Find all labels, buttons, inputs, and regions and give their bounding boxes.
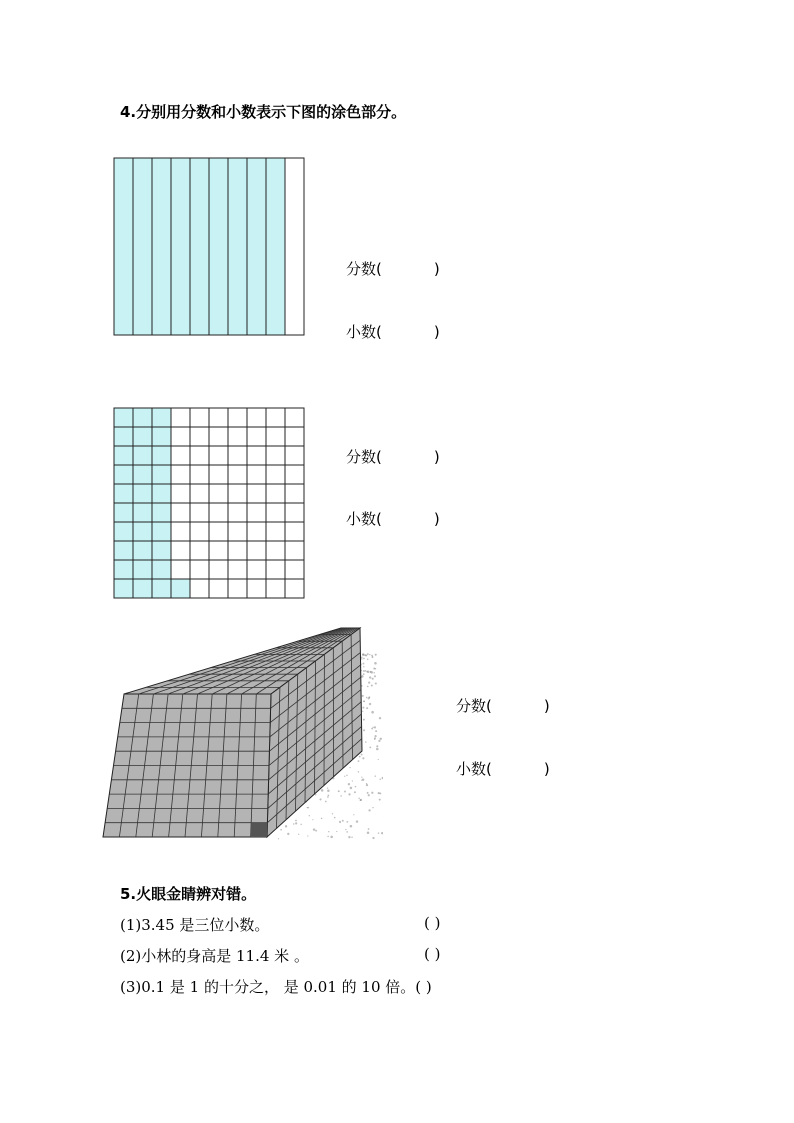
q5-item-1-text: (1)3.45 是三位小数。 [120,916,270,934]
shadow-speck [360,799,362,801]
shaded-cell [171,579,190,598]
shaded-cell [114,579,133,598]
shadow-speck [351,837,352,838]
shadow-speck [375,668,377,670]
shaded-cell [152,446,171,465]
shadow-speck [374,735,376,737]
shadow-speck [354,791,356,793]
shadow-speck [361,657,363,659]
close-paren: ) [543,697,550,715]
shadow-speck [327,796,329,798]
shaded-strip [114,158,133,335]
shadow-speck [362,757,364,759]
shadow-speck [378,759,379,760]
shaded-cell [114,465,133,484]
fig3-fraction-blank[interactable] [456,695,550,716]
shadow-speck [379,717,381,719]
shadow-speck [327,787,328,788]
shadow-speck [367,792,369,794]
close-paren: ) [433,448,440,466]
shadow-speck [375,682,377,684]
shadow-speck [366,784,368,786]
shadow-speck [339,822,341,824]
shadow-speck [340,795,342,797]
shadow-speck [346,775,347,776]
shadow-speck [344,791,346,793]
shaded-cell [152,579,171,598]
q5-item-3-text: (3)0.1 是 1 的十分之， 是 0.01 的 10 倍。( ) [120,978,432,996]
shadow-speck [382,777,383,779]
shaded-cell [114,408,133,427]
shadow-speck [321,818,323,820]
shadow-speck [378,792,380,794]
shaded-strip [228,158,247,335]
figure-hundredths-grid [112,406,306,600]
shadow-speck [375,654,377,656]
shadow-speck [355,786,357,788]
shadow-speck [363,658,365,660]
shadow-speck [307,807,309,809]
shaded-cell [114,503,133,522]
shadow-speck [363,663,365,665]
shaded-cell [152,427,171,446]
shadow-speck [369,654,370,655]
shadow-speck [369,676,371,678]
shadow-speck [344,776,345,777]
shadow-speck [361,754,363,756]
shadow-speck [348,783,350,785]
shadow-speck [372,727,373,728]
shadow-speck [345,829,346,830]
shadow-speck [328,831,329,832]
shadow-speck [350,787,353,790]
shadow-speck [293,823,294,824]
shaded-strip [133,158,152,335]
shadow-speck [362,707,364,709]
shadow-speck [278,838,279,839]
shadow-speck [295,822,297,824]
shadow-speck [363,666,364,667]
shadow-speck [375,730,377,732]
shadow-speck [350,825,353,828]
shadow-speck [379,778,380,779]
shadow-speck [307,835,308,836]
shadow-speck [327,836,329,838]
shadow-speck [372,656,373,657]
shadow-speck [372,807,373,808]
q5-item-1-answer[interactable]: ( ) [424,914,441,932]
shadow-speck [381,832,383,834]
shaded-cell [133,408,152,427]
shadow-speck [380,738,382,740]
shadow-speck [325,801,327,803]
shadow-speck [280,829,282,831]
shadow-speck [363,673,365,675]
shadow-speck [353,814,354,815]
shaded-strip [247,158,266,335]
shaded-cell [133,579,152,598]
question-4-title: 4.分别用分数和小数表示下图的涂色部分。 [120,103,407,121]
question-5-title: 5.火眼金睛辨对错。 [120,885,257,903]
fig2-fraction-blank[interactable] [346,446,440,467]
fig3-decimal-blank[interactable] [456,758,550,779]
shadow-speck [378,740,380,742]
decimal-label: 小数( [456,760,492,778]
shaded-cell [152,408,171,427]
shadow-speck [295,820,297,822]
shaded-cell [152,541,171,560]
shadow-speck [285,825,287,827]
shaded-cell [152,522,171,541]
shadow-speck [356,820,358,822]
shadow-speck [368,697,370,699]
shadow-speck [300,824,301,825]
shaded-cell [133,465,152,484]
shadow-speck [367,653,369,655]
fig2-decimal-blank[interactable] [346,508,440,529]
shadow-speck [334,817,336,819]
shaded-cell [152,503,171,522]
figure-thousand-cube [98,624,383,846]
q5-item-2-answer[interactable]: ( ) [424,945,441,963]
shadow-speck [374,726,376,728]
shaded-cell [133,446,152,465]
shadow-speck [346,821,348,823]
close-paren: ) [433,260,440,278]
shaded-strip [209,158,228,335]
shaded-cell [133,503,152,522]
shadow-speck [362,653,365,656]
shadow-speck [338,790,340,792]
shadow-speck [371,792,373,794]
shadow-speck [367,670,370,673]
shadow-speck [348,793,350,795]
decimal-label: 小数( [346,323,382,341]
shadow-speck [352,780,353,781]
shadow-speck [358,771,359,772]
figure-tenths-strips [112,156,306,337]
shaded-cell [133,560,152,579]
shadow-speck [371,728,373,730]
shadow-speck [362,695,364,697]
shadow-speck [371,655,373,657]
shadow-speck [364,671,365,672]
shaded-strip [190,158,209,335]
shadow-speck [372,837,374,839]
shadow-speck [374,775,376,777]
shadow-speck [368,828,370,830]
shadow-speck [328,794,330,796]
shadow-speck [358,760,360,762]
shadow-speck [287,833,289,835]
fig1-decimal-blank[interactable] [346,321,440,342]
shadow-speck [372,678,374,680]
shadow-speck [369,747,371,749]
shadow-speck [348,836,350,838]
shaded-cell [133,484,152,503]
shadow-speck [313,828,315,830]
shadow-speck [319,798,321,800]
shadow-speck [336,831,337,832]
shaded-cell [133,427,152,446]
q5-item-2-text: (2)小林的身高是 11.4 米 。 [120,947,309,965]
shadow-speck [361,777,362,778]
shadow-speck [346,831,348,833]
close-paren: ) [433,323,440,341]
shaded-cell [152,484,171,503]
shaded-cell [114,541,133,560]
shaded-cell [114,427,133,446]
shaded-cell [114,560,133,579]
decimal-label: 小数( [346,510,382,528]
fraction-label: 分数( [346,448,382,466]
shaded-cell [152,560,171,579]
shadow-speck [368,794,370,796]
shaded-cell [152,465,171,484]
shadow-speck [368,681,370,683]
shadow-speck [366,707,368,709]
shadow-speck [358,798,359,799]
fraction-label: 分数( [456,697,492,715]
shaded-cell [133,541,152,560]
shadow-speck [368,809,370,811]
shadow-speck [315,830,317,832]
shaded-cell [114,446,133,465]
shadow-speck [363,719,365,721]
shadow-speck [378,832,380,834]
shaded-cell [114,522,133,541]
shadow-speck [376,745,378,747]
shadow-speck [363,729,365,731]
shadow-speck [330,836,333,839]
shadow-speck [366,697,367,698]
shadow-speck [362,779,364,781]
shadow-speck [309,815,310,816]
shadow-speck [327,789,330,792]
shadow-speck [374,675,376,677]
shadow-speck [373,672,375,674]
shadow-speck [374,662,377,665]
shaded-small-cube [251,823,268,837]
shadow-speck [342,820,344,822]
close-paren: ) [433,510,440,528]
shadow-speck [371,711,374,714]
shadow-speck [367,659,369,661]
shadow-speck [361,658,363,660]
shadow-speck [376,748,379,751]
shadow-speck [369,703,371,705]
shaded-cell [114,484,133,503]
shaded-strip [266,158,285,335]
fraction-label: 分数( [346,260,382,278]
shadow-speck [367,686,369,688]
shadow-speck [374,739,375,740]
shadow-speck [321,789,324,792]
shaded-strip [171,158,190,335]
shadow-speck [371,684,373,686]
shadow-speck [312,819,313,820]
shadow-speck [365,654,367,656]
shadow-speck [349,767,350,768]
shadow-speck [367,831,370,834]
shadow-speck [379,799,381,801]
shaded-cell [133,522,152,541]
shadow-speck [363,701,364,702]
shadow-speck [298,834,299,835]
close-paren: ) [543,760,550,778]
shaded-strip [152,158,171,335]
fig1-fraction-blank[interactable] [346,258,440,279]
shadow-speck [371,671,373,673]
shadow-speck [359,756,361,758]
shadow-speck [362,711,363,712]
shadow-speck [365,741,367,743]
shadow-speck [332,813,333,814]
